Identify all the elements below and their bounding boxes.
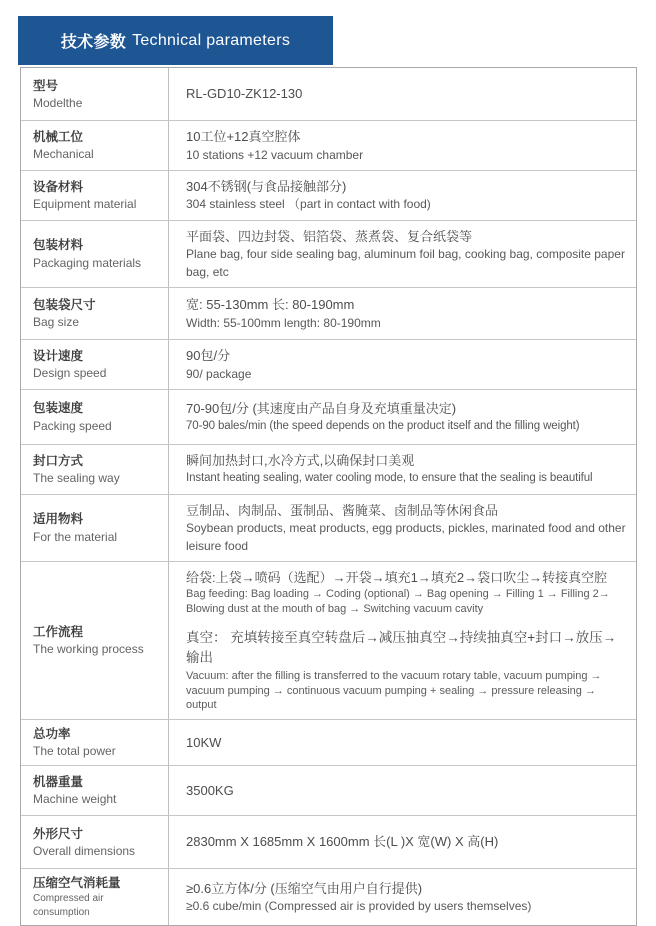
value-line: Bag feeding: Bag loading → Coding (optional) → Bag opening → Filling 1 → Filling 2→ Blowing dust at the mouth of bag → Switching vacuum cavity [186,588,610,616]
row-label-zh: 外形尺寸 [33,826,84,841]
value-line: 70-90 bales/min (the speed depends on the product itself and the filling weight) [186,420,580,433]
table-row-power [21,720,636,766]
row-label-zh: 适用物料 [33,512,84,527]
table-row-sealing [21,445,636,495]
row-label-zh: 封口方式 [33,453,84,468]
row-value-cell [169,288,636,339]
row-label-en: Packaging materials [33,255,142,270]
row-label-cell [21,171,169,220]
row-value-cell [169,221,636,287]
value-line: 3500KG [186,782,234,798]
value-line: 宽: 55-130mm 长: 80-190mm [186,297,355,313]
row-label-cell [21,869,169,925]
row-label-cell [21,221,169,287]
row-value-cell [169,390,636,444]
row-label-en: Packing speed [33,418,112,433]
table-row-model [21,68,636,121]
row-label-en: Mechanical [33,147,94,162]
section-title-en: Technical parameters [132,31,291,49]
row-label-zh: 压缩空气消耗量 [33,876,121,891]
row-label-en: The sealing way [33,470,120,485]
row-value-cell [169,121,636,170]
value-line: Instant heating sealing, water cooling mode, to ensure that the sealing is beautiful [186,472,593,485]
row-label-zh: 型号 [33,78,59,93]
row-label-cell [21,121,169,170]
row-label-cell [21,390,169,444]
value-line: 304不锈钢(与食品接触部分) [186,178,347,194]
value-line: 10KW [186,734,222,750]
value-line: 70-90包/分 (其速度由产品自身及充填重量决定) [186,400,457,416]
value-line: 豆制品、肉制品、蛋制品、酱腌菜、卤制品等休闲食品 [186,502,499,518]
row-label-cell [21,445,169,494]
row-value-cell [169,495,636,561]
row-value-cell [169,869,636,925]
row-label-en: The total power [33,744,116,759]
value-line: Vacuum: after the filling is transferred to the vacuum rotary table, vacuum pumping → vacuum pumping → continuous vacuum pumping + sealing → pressure releasing → output [186,669,602,712]
row-label-en: Overall dimensions [33,843,136,858]
row-label-cell [21,495,169,561]
table-row-material [21,495,636,562]
value-line: ≥0.6立方体/分 (压缩空气由用户自行提供) [186,880,423,896]
table-row-design [21,340,636,390]
value-line: 真空： 充填转接至真空转盘后→减压抽真空→持续抽真空+封口→放压→输出 [186,630,617,666]
row-label-en: Equipment material [33,197,137,211]
row-value-cell [169,562,636,719]
value-line: 90包/分 [186,348,231,364]
row-label-cell [21,68,169,120]
value-line: 瞬间加热封口,水冷方式,以确保封口美观 [186,452,415,468]
table-row-process [21,562,636,720]
row-value-cell [169,816,636,868]
row-label-zh: 机械工位 [33,129,84,144]
row-label-cell [21,720,169,765]
row-label-cell [21,766,169,815]
row-label-en: The working process [33,642,144,657]
row-value-cell [169,445,636,494]
row-label-en: Compressed air consumption [33,893,104,919]
section-title-zh: 技术参数 [60,34,127,51]
value-line: ≥0.6 cube/min (Compressed air is provided by users themselves) [186,899,532,914]
table-row-equipment [21,171,636,221]
value-line: Plane bag, four side sealing bag, aluminum foil bag, cooking bag, composite paper bag, etc [186,247,625,279]
row-label-zh: 包装袋尺寸 [33,298,96,313]
row-value-cell [169,340,636,389]
table-row-packing [21,390,636,445]
row-label-cell [21,340,169,389]
row-label-cell [21,288,169,339]
value-line: 10 stations +12 vacuum chamber [186,147,364,162]
table-row-weight [21,766,636,816]
row-value-cell [169,766,636,815]
value-line: 平面袋、四边封袋、铝箔袋、蒸煮袋、复合纸袋等 [186,228,473,244]
row-label-zh: 机器重量 [33,775,84,790]
table-row-dimensions [21,816,636,869]
row-label-en: For the material [33,529,118,544]
row-label-cell [21,562,169,719]
row-value-cell [169,68,636,120]
value-line: 2830mm X 1685mm X 1600mm 长(L )X 宽(W) X 高(H) [186,834,499,850]
row-value-cell [169,171,636,220]
value-line: 90/ package [186,366,252,381]
row-label-zh: 设备材料 [33,179,84,194]
row-label-zh: 工作流程 [33,625,84,640]
value-line: 10工位+12真空腔体 [186,129,301,144]
value-line: RL-GD10-ZK12-130 [186,86,303,102]
row-value-cell [169,720,636,765]
row-label-zh: 总功率 [33,727,71,742]
row-label-zh: 包装速度 [33,401,84,416]
row-label-en: Modelthe [33,95,83,110]
value-line: Width: 55-100mm length: 80-190mm [186,315,381,330]
row-label-en: Design speed [33,366,107,381]
value-line: 给袋:上袋→喷码（选配）→开袋→填充1→填充2→袋口吹尘→转接真空腔 [186,569,608,585]
row-label-en: Machine weight [33,792,117,807]
table-row-bagsize [21,288,636,340]
value-gap [186,617,628,626]
table-row-mechanical [21,121,636,171]
spec-table [20,67,637,926]
row-label-en: Bag size [33,315,80,330]
row-label-zh: 包装材料 [33,238,84,253]
value-line: Soybean products, meat products, egg products, pickles, marinated food and other leisure food [186,521,626,553]
section-header-banner [18,16,333,65]
row-label-zh: 设计速度 [33,349,84,364]
value-line: 304 stainless steel （part in contact with food) [186,197,431,212]
table-row-packaging [21,221,636,288]
row-label-cell [21,816,169,868]
table-row-air [21,869,636,925]
